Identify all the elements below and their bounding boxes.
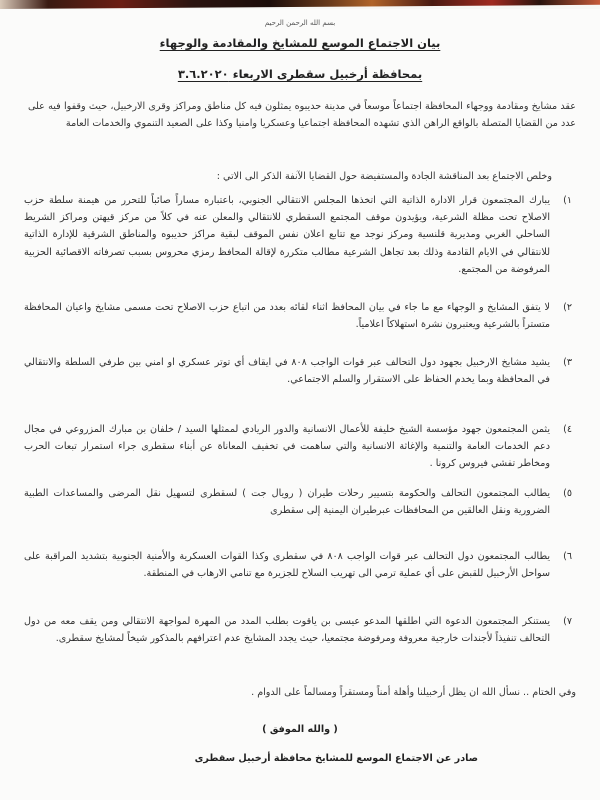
list-item <box>24 192 572 278</box>
item-text: يشيد مشايخ الارخبيل بجهود دول التحالف عبر قوات الواجب ٨٠٨ في ايقاف أي توتر عسكري او امني بين طرفي السلطة والانتقالي في المحافظة وبما يخدم الحفاظ على الاستقرار والسلم الاجتماعي. <box>24 357 550 386</box>
list-item <box>24 421 572 473</box>
item-text: يستنكر المجتمعون الدعوة التي اطلقها المدعو عيسى بن ياقوت بطلب المدد من المهرة لمواجهة الانتقالي ومن يقف معه من دول التحالف تنفيذاً لأجندات خارجية معروفة ومرفوضة مجتمعيا، حيث يجدد المشايخ عدم اعترافهم بالمذكور شيخاً لمشايخ سقطرى. <box>24 616 550 645</box>
item-text: يبارك المجتمعون قرار الادارة الذاتية التي اتخذها المجلس الانتقالي الجنوبي، باعتباره مساراً صائباً للتحرر من هيمنة سلطة حزب الاصلاح تحت مظلة الشرعية، ويؤيدون موقف المجتمع السقطري للانتقالي والمعلن عنه في كلاً من مركز قيهتن ومراكز الشريط الساحلي الغربي ومديرية قلنسية ومركز نوجد مع تتابع اعلان نفس الموقف لبقية مراكز حديبوه والمناطق الشرقية للإدارة الذاتية للانتقالي في الايام القادمة وذلك بعد تجاهل الشرعية مطالب متكررة لإقالة المحافظ رمزي محروس بسبب تصرفاته الاقصائية الحزبية المرفوضة من المجتمع. <box>24 195 550 275</box>
document-subtitle-date: بمحافظة أرخبيل سقطرى الاربعاء ٣.٦.٢٠٢٠ <box>177 67 423 81</box>
list-item <box>24 613 572 647</box>
item-number: ٦) <box>563 551 572 562</box>
item-number: ٢) <box>563 302 572 313</box>
intro-paragraph: عقد مشايخ ومقادمة ووجهاء المحافظة اجتماعاً موسعاً في مدينة حديبوه يمثلون فيه كل مناطق ومراكز وقرى الارخبيل، حيث وقفوا فيه على عدد من القضايا المتصلة بالواقع الراهن الذي تشهده المحافظة اجتماعيا وعسكريا وامنيا وكذا على الصعيد التنموي والخدمات العامة <box>28 101 576 129</box>
item-text: يثمن المجتمعون جهود مؤسسة الشيخ خليفة للأعمال الانسانية والدور الريادي لممثلها السيد / خلفان بن مبارك المزروعي في مجال دعم الخدمات العامة والتنمية والإغاثة الانسانية والتي ساهمت في تخفيف المعاناة عن أبناء سقطرى جراء استمرار تبعات الحرب ومخاطر تفشي فيروس كرونا . <box>24 424 550 470</box>
item-text: يطالب المجتمعون دول التحالف عبر قوات الواجب ٨٠٨ في سقطرى وكذا القوات العسكرية والأمنية الجنوبية بتشديد المراقبة على سواحل الأرخبيل للقبض على أي عملية ترمي الى تهريب السلاح للجزيرة مع تنامي الارهاب في المنطقة. <box>24 551 550 580</box>
document-page <box>0 9 600 800</box>
item-number: ٥) <box>563 488 572 499</box>
issuer-signature: صادر عن الاجتماع الموسع للمشايخ محافظة أرخبيل سقطرى <box>194 753 478 764</box>
basmala: بسم الله الرحمن الرحيم <box>264 19 336 27</box>
list-item <box>24 485 572 519</box>
item-number: ١) <box>563 195 572 206</box>
photo-background-edge <box>0 0 600 9</box>
closing-paragraph: وفي الختام .. نسأل الله ان يظل أرخبيلنا وأهلة أمناً ومستقراً ومسالماً على الدوام . <box>251 687 576 698</box>
document-title: بيان الاجتماع الموسع للمشايخ والمقادمة والوجهاء <box>159 36 441 50</box>
item-number: ٧) <box>563 616 572 627</box>
closing-motto: ( والله الموفق ) <box>262 724 338 735</box>
item-number: ٣) <box>563 357 572 368</box>
list-item <box>24 299 572 333</box>
summary-paragraph: وخلص الاجتماع بعد المناقشة الجادة والمستفيضة حول القضايا الآنفة الذكر الى الاتي : <box>216 171 552 182</box>
item-text: يطالب المجتمعون التحالف والحكومة بتسيير رحلات طيران ( رويال جت ) لسقطرى لتسهيل نقل المرضى والمساعدات الطبية الضرورية ونقل العالقين من المحافظات عبرطيران اليمنية إلى سقطرى <box>24 488 550 517</box>
item-number: ٤) <box>563 424 572 435</box>
item-text: لا يتفق المشايخ و الوجهاء مع ما جاء في بيان المحافظ اثناء لقائه بعدد من اتباع حزب الاصلاح تحت مسمى مشايخ واعيان المحافظة متستراً بالشرعية ويعتبرون نشرة استهلاكاً اعلامياً. <box>24 302 550 331</box>
list-item <box>24 354 572 388</box>
list-item <box>24 548 572 582</box>
